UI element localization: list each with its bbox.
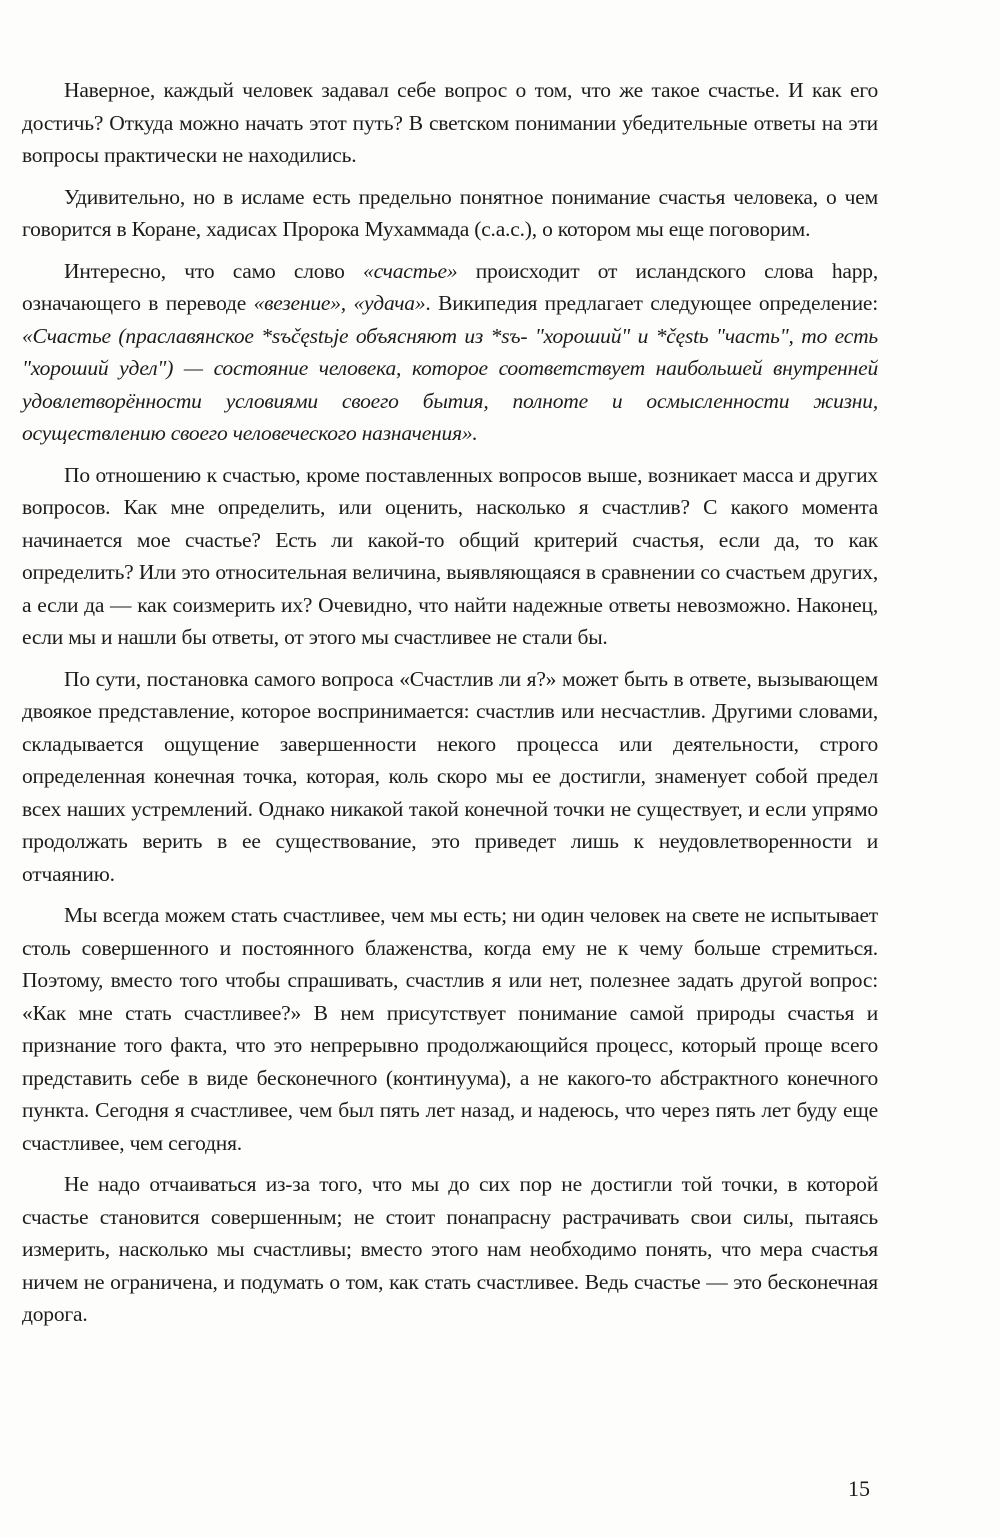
paragraph-7 xyxy=(22,1168,878,1331)
paragraph-3 xyxy=(22,255,878,450)
paragraph-5-text: По сути, постановка самого вопроса «Счастлив ли я?» может быть в ответе, вызывающем двоякое представление, которое воспринимается: счастлив или несчастлив. Другими словами, складывается ощущение завершенности некого процесса или деятельности, строго определенная конечная точка, которая, коль скоро мы ее достигли, знаменует собой предел всех наших устремлений. Однако никакой такой конечной точки не существует, и если упрямо продолжать верить в ее существование, это приведет лишь к неудовлетворенности и отчаянию. xyxy=(22,666,878,886)
wikipedia-quote: «Счастье (праславянское *sъčęstьje объясняют из *sъ- "хороший" и *čęstь "часть", то есть "хороший удел") — состояние человека, которое соответствует наибольшей внутренней удовлетворённости условиями своего бытия, полноте и осмысленности жизни, осуществлению своего человеческого назначения». xyxy=(22,323,878,445)
paragraph-6-text: Мы всегда можем стать счастливее, чем мы есть; ни один человек на свете не испытывает столь совершенного и постоянного блаженства, когда ему не к чему больше стремиться. Поэтому, вместо того чтобы спрашивать, счастлив я или нет, полезнее задать другой вопрос: «Как мне стать счастливее?» В нем присутствует понимание самой природы счастья и признание того факта, что это непрерывно продолжающийся процесс, который проще всего представить себе в виде бесконечного (континуума), а не какого-то абстрактного конечного пункта. Сегодня я счастливее, чем был пять лет назад, и надеюсь, что через пять лет буду еще счастливее, чем сегодня. xyxy=(22,903,878,1155)
body-text xyxy=(22,74,878,1340)
paragraph-7-text: Не надо отчаиваться из-за того, что мы до сих пор не достигли той точки, в которой счастье становится совершенным; не стоит понапрасну растрачивать свои силы, пытаясь измерить, насколько мы счастливы; вместо этого нам необходимо понять, что мера счастья ничем не ограничена, и подумать о том, как стать счастливее. Ведь счастье — это бесконечная дорога. xyxy=(22,1172,878,1326)
paragraph-4 xyxy=(22,459,878,654)
page-number: 15 xyxy=(848,1476,870,1501)
paragraph-2-text: Удивительно, но в исламе есть предельно понятное понимание счастья человека, о чем говорится в Коране, хадисах Пророка Мухаммада (с.а.с.), о котором мы еще поговорим. xyxy=(22,184,878,241)
paragraph-3-text-c: . Википедия предлагает следующее определение: xyxy=(425,291,878,315)
paragraph-1-text: Наверное, каждый человек задавал себе вопрос о том, что же такое счастье. И как его достичь? Откуда можно начать этот путь? В светском понимании убедительные ответы на эти вопросы практически не находились. xyxy=(22,78,878,167)
paragraph-4-text: По отношению к счастью, кроме поставленных вопросов выше, возникает масса и других вопросов. Как мне определить, или оценить, насколько я счастлив? С какого момента начинается мое счастье? Есть ли какой-то общий критерий счастья, если да, то как определить? Или это относительная величина, выявляющаяся в сравнении со счастьем других, а если да — как соизмерить их? Очевидно, что найти надежные ответы невозможно. Наконец, если мы и нашли бы ответы, от этого мы счастливее не стали бы. xyxy=(22,462,878,649)
paragraph-3-translation: «везение», «удача» xyxy=(253,291,426,315)
paragraph-1 xyxy=(22,74,878,172)
paragraph-6 xyxy=(22,899,878,1159)
paragraph-3-term-schastye: «счастье» xyxy=(363,258,458,283)
paragraph-5 xyxy=(22,663,878,891)
paragraph-2 xyxy=(22,181,878,246)
paragraph-3-text-a: Интересно, что само слово xyxy=(64,258,364,283)
paragraph-3-text-b: происходит от исландского слова happ, означающего в переводе xyxy=(22,258,878,315)
